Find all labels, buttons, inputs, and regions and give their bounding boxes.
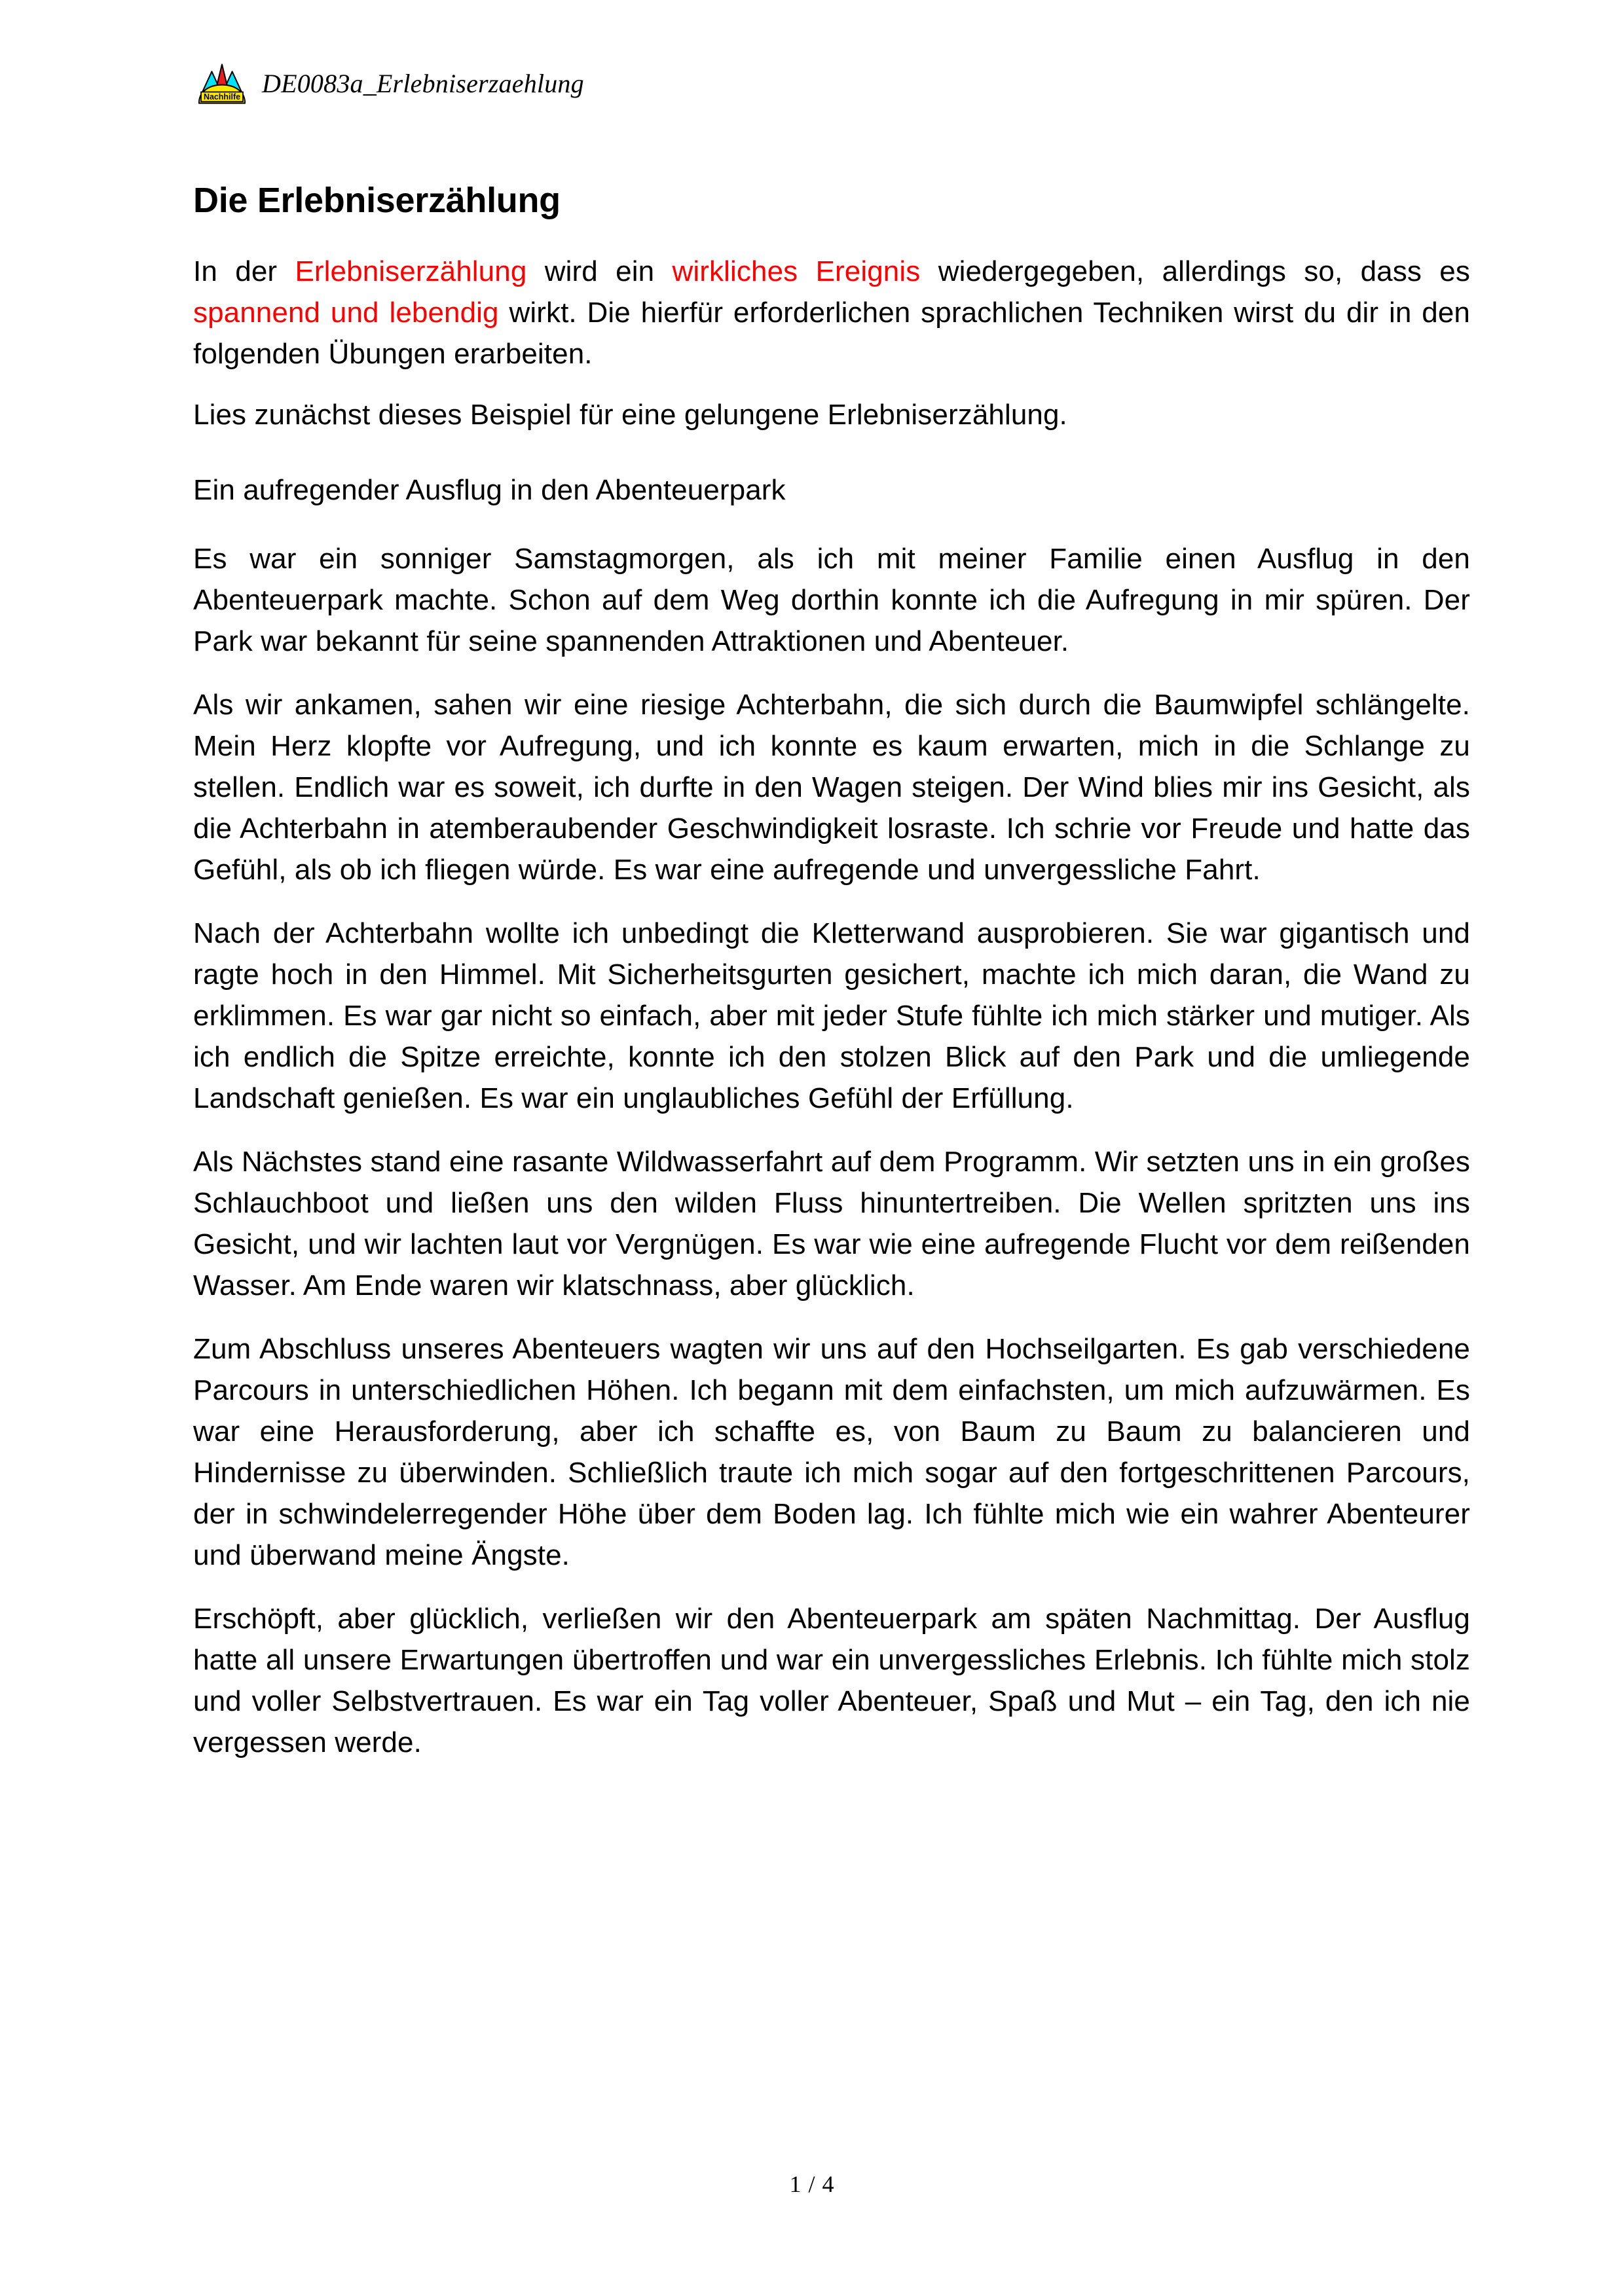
intro-paragraph bbox=[193, 251, 1470, 374]
document-body bbox=[193, 180, 1470, 1763]
story-paragraph-6: Erschöpft, aber glücklich, verließen wir den Abenteuerpark am späten Nachmittag. Der Ausflug hatte all unsere Erwartungen übertroffen und war ein unvergessliches Erlebnis. Ich fühlte mich stolz und voller Selbstvertrauen. Es war ein Tag voller Abenteuer, Spaß und Mut – ein Tag, den ich nie vergessen werde. bbox=[193, 1603, 1470, 1759]
highlight-spannend-lebendig: spannend und lebendig bbox=[193, 297, 499, 329]
highlight-erlebniserzaehlung: Erlebniserzählung bbox=[295, 255, 527, 288]
lead-in-paragraph: Lies zunächst dieses Beispiel für eine gelungene Erlebniserzählung. bbox=[193, 399, 1067, 431]
story-paragraph-3: Nach der Achterbahn wollte ich unbedingt die Kletterwand ausprobieren. Sie war gigantisch und ragte hoch in den Himmel. Mit Sicherheitsgurten gesichert, machte ich mich daran, die Wand zu erklimmen. Es war gar nicht so einfach, aber mit jeder Stufe fühlte ich mich stärker und mutiger. Als ich endlich die Spitze erreichte, konnte ich den stolzen Blick auf den Park und die umliegende Landschaft genießen. Es war ein unglaubliches Gefühl der Erfüllung. bbox=[193, 917, 1470, 1115]
story-title: Ein aufregender Ausflug in den Abenteuerpark bbox=[193, 474, 786, 507]
intro-segment-2: wird ein bbox=[526, 255, 673, 288]
page-number: 1 / 4 bbox=[789, 2171, 835, 2197]
intro-segment-3: wiedergegeben, allerdings so, dass es bbox=[920, 255, 1470, 288]
nachhilfe-logo-icon bbox=[196, 60, 248, 107]
page-title: Die Erlebniserzählung bbox=[193, 181, 561, 220]
header-document-code: DE0083a_Erlebniserzaehlung bbox=[262, 69, 584, 98]
highlight-wirkliches-ereignis: wirkliches Ereignis bbox=[672, 255, 921, 288]
page-footer bbox=[0, 2170, 1624, 2198]
intro-segment-4: wirkt. Die hierfür erforderlichen sprachlichen Techniken wirst du dir in den folgenden Übungen erarbeiten. bbox=[193, 297, 1470, 371]
story-paragraph-2: Als wir ankamen, sahen wir eine riesige Achterbahn, die sich durch die Baumwipfel schlängelte. Mein Herz klopfte vor Aufregung, und ich konnte es kaum erwarten, mich in die Schlange zu stellen. Endlich war es soweit, ich durfte in den Wagen steigen. Der Wind blies mir ins Gesicht, als die Achterbahn in atemberaubender Geschwindigkeit losraste. Ich schrie vor Freude und hatte das Gefühl, als ob ich fliegen würde. Es war eine aufregende und unvergessliche Fahrt. bbox=[193, 689, 1470, 886]
intro-segment-1: In der bbox=[193, 255, 295, 288]
story-paragraph-5: Zum Abschluss unseres Abenteuers wagten wir uns auf den Hochseilgarten. Es gab verschiedene Parcours in unterschiedlichen Höhen. Ich begann mit dem einfachsten, um mich aufzuwärmen. Es war eine Herausforderung, aber ich schaffte es, von Baum zu Baum zu balancieren und Hindernisse zu überwinden. Schließlich traute ich mich sogar auf den fortgeschrittenen Parcours, der in schwindelerregender Höhe über dem Boden lag. Ich fühlte mich wie ein wahrer Abenteurer und überwand meine Ängste. bbox=[193, 1333, 1470, 1572]
story-paragraph-1: Es war ein sonniger Samstagmorgen, als ich mit meiner Familie einen Ausflug in den Abenteuerpark machte. Schon auf dem Weg dorthin konnte ich die Aufregung in mir spüren. Der Park war bekannt für seine spannenden Attraktionen und Abenteuer. bbox=[193, 543, 1470, 658]
page-header bbox=[196, 60, 1454, 107]
story-paragraph-4: Als Nächstes stand eine rasante Wildwasserfahrt auf dem Programm. Wir setzten uns in ein großes Schlauchboot und ließen uns den wilden Fluss hinuntertreiben. Die Wellen spritzten uns ins Gesicht, und wir lachten laut vor Vergnügen. Es war wie eine aufregende Flucht vor dem reißenden Wasser. Am Ende waren wir klatschnass, aber glücklich. bbox=[193, 1146, 1470, 1302]
logo-wordmark: Nachhilfe bbox=[203, 92, 241, 102]
